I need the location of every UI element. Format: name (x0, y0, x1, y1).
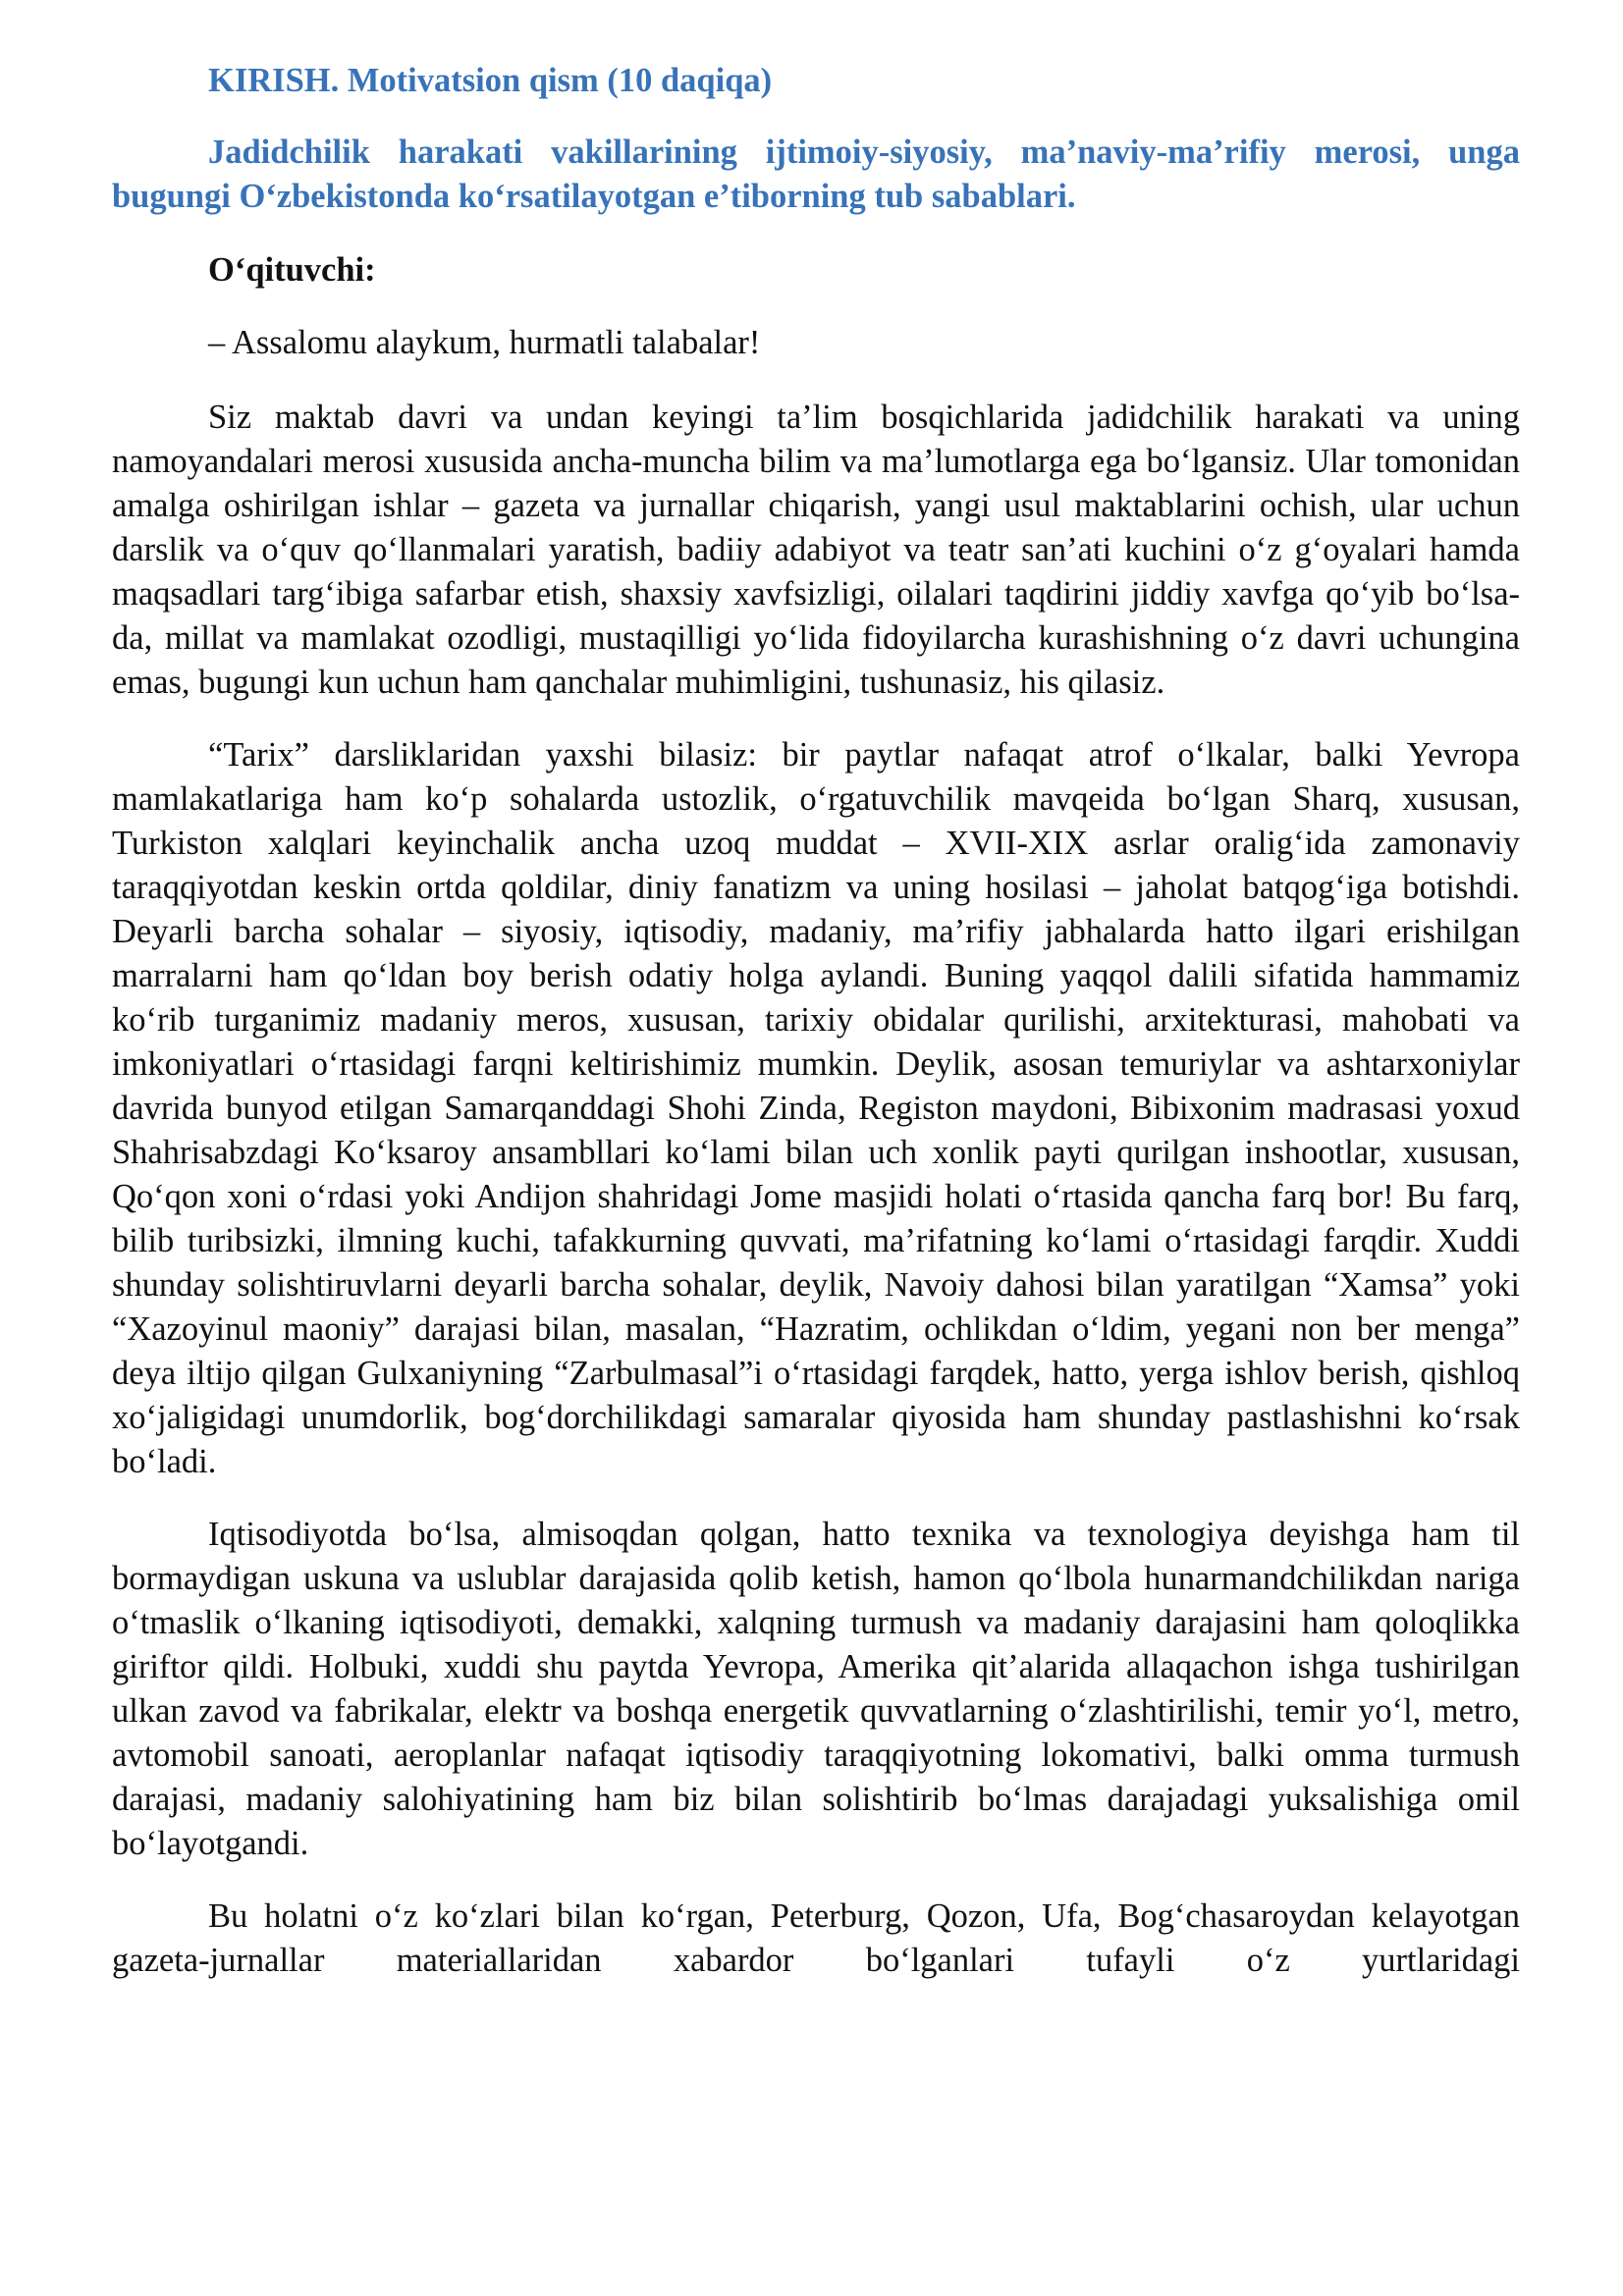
greeting-line: – Assalomu alaykum, hurmatli talabalar! (208, 324, 761, 361)
body-paragraph: Iqtisodiyotda bo‘lsa, almisoqdan qolgan, hatto texnika va texnologiya deyishga ham til bormaydigan uskuna va uslublar darajasida qolib ketish, hamon qo‘lbola hunarmandchilikdan nariga o‘tmaslik o‘lkaning iqtisodiyoti, demakki, xalqning turmush va madaniy darajasini ham qoloqlikka giriftor qildi. Holbuki, xuddi shu paytda Yevropa, Amerika qit’alarida allaqachon ishga tushirilgan ulkan zavod va fabrikalar, elektr va boshqa energetik quvvatlarning o‘zlashtirilishi, temir yo‘l, metro, avtomobil sanoati, aeroplanlar nafaqat iqtisodiy taraqqiyotning lokomativi, balki omma turmush darajasi, madaniy salohiyatining ham biz bilan solishtirib bo‘lmas darajadagi yuksalishiga omil bo‘layotgandi. (112, 1516, 1520, 1862)
body-paragraph: Siz maktab davri va undan keyingi ta’lim bosqichlarida jadidchilik harakati va uning namoyandalari merosi xususida ancha-muncha bilim va ma’lumotlarga ega bo‘lgansiz. Ular tomonidan amalga oshirilgan ishlar – gazeta va jurnallar chiqarish, yangi usul maktablarini ochish, ular uchun darslik va o‘quv qo‘llanmalari yaratish, badiiy adabiyot va teatr san’ati kuchini o‘z g‘oyalari hamda maqsadlari targ‘ibiga safarbar etish, shaxsiy xavfsizligi, oilalari taqdirini jiddiy xavfga qo‘yib bo‘lsa-da, millat va mamlakat ozodligi, mustaqilligi yo‘lida fidoyilarcha kurashishning o‘z davri uchungina emas, bugungi kun uchun ham qanchalar muhimligini, tushunasiz, his qilasiz. (112, 399, 1520, 701)
body-paragraph: “Tarix” darsliklaridan yaxshi bilasiz: bir paytlar nafaqat atrof o‘lkalar, balki Yevropa mamlakatlariga ham ko‘p sohalarda ustozlik, o‘rgatuvchilik mavqeida bo‘lgan Sharq, xususan, Turkiston xalqlari keyinchalik ancha uzoq muddat – XVII-XIX asrlar oralig‘ida zamonaviy taraqqiyotdan keskin ortda qoldilar, diniy fanatizm va uning hosilasi – jaholat batqog‘iga botishdi. Deyarli barcha sohalar – siyosiy, iqtisodiy, madaniy, ma’rifiy jabhalarda hatto ilgari erishilgan marralarni ham qo‘ldan boy berish odatiy holga aylandi. Buning yaqqol dalili sifatida hammamiz ko‘rib turganimiz madaniy meros, xususan, tarixiy obidalar qurilishi, arxitekturasi, mahobati va imkoniyatlari o‘rtasidagi farqni keltirishimiz mumkin. Deylik, asosan temuriylar va ashtarxoniylar davrida bunyod etilgan Samarqanddagi Shohi Zinda, Registon maydoni, Bibixonim madrasasi yoxud Shahrisabzdagi Ko‘ksaroy ansambllari ko‘lami bilan uch xonlik payti qurilgan inshootlar, xususan, Qo‘qon xoni o‘rdasi yoki Andijon shahridagi Jome masjidi holati o‘rtasida qancha farq bor! Bu farq, bilib turibsizki, ilmning kuchi, tafakkurning quvvati, ma’rifatning ko‘lami o‘rtasidagi farqdir. Xuddi shunday solishtiruvlarni deyarli barcha sohalar, deylik, Navoiy dahosi bilan yaratilgan “Xamsa” yoki “Xazoyinul maoniy” darajasi bilan, masalan, “Hazratim, ochlikdan o‘ldim, yegani non ber menga” deya iltijo qilgan Gulxaniyning “Zarbulmasal”i o‘rtasidagi farqdek, hatto, yerga ishlov berish, qishloq xo‘jaligidagi unumdorlik, bog‘dorchilikdagi samaralar qiyosida ham shunday pastlashishni ko‘rsak bo‘ladi. (112, 736, 1520, 1480)
speaker-label: O‘qituvchi: (208, 251, 376, 289)
body-paragraph: Bu holatni o‘z ko‘zlari bilan ko‘rgan, Peterburg, Qozon, Ufa, Bog‘chasaroydan kelayotgan gazeta-jurnallar materiallaridan xabardor bo‘lganlari tufayli o‘z yurtlaridagi (112, 1897, 1520, 1979)
topic-heading: Jadidchilik harakati vakillarining ijtimoiy-siyosiy, ma’naviy-ma’rifiy merosi, unga bugungi O‘zbekistonda ko‘rsatilayotgan e’tiborning tub sabablari. (112, 133, 1520, 215)
document-page (112, 59, 1520, 2011)
section-heading: KIRISH. Motivatsion qism (10 daqiqa) (208, 62, 773, 99)
